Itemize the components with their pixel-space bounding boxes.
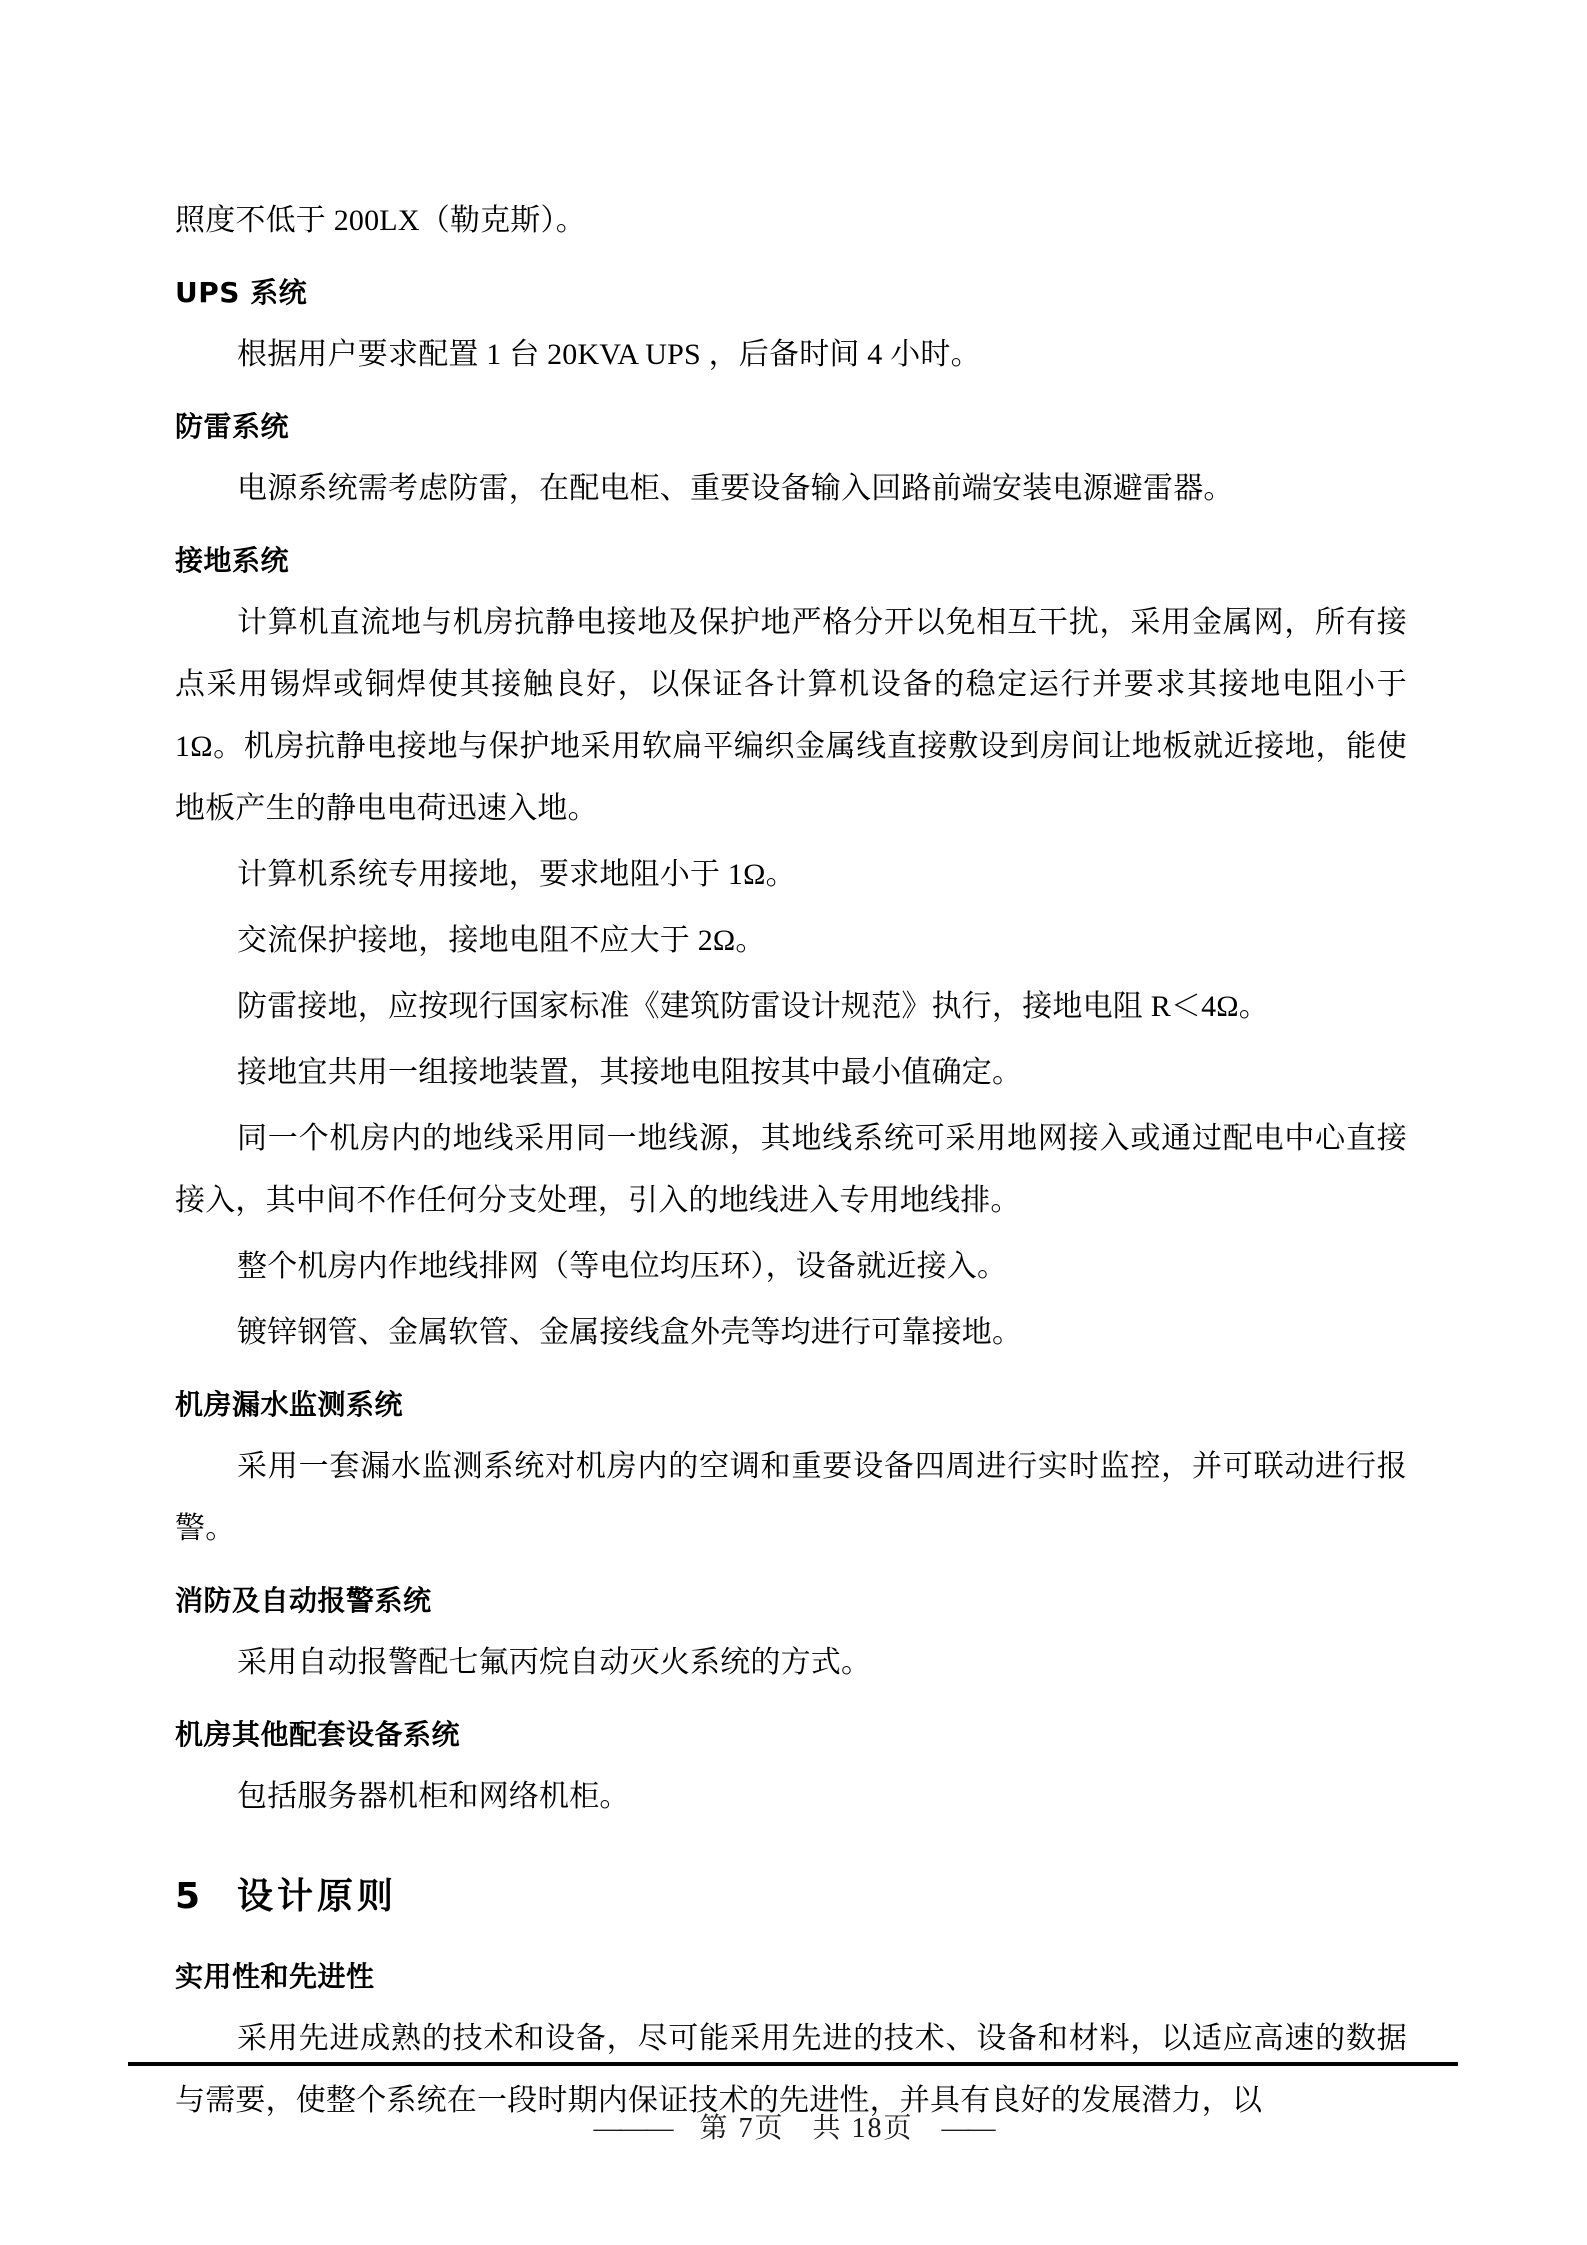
lead-paragraph: 照度不低于 200LX（勒克斯）。: [175, 204, 586, 237]
section-paragraph-fire-alarm-0: 采用自动报警配七氟丙烷自动灭火系统的方式。: [237, 1646, 872, 1679]
footer-left-dashes: ———: [593, 2113, 672, 2144]
section-paragraph-grounding-2: 交流保护接地，接地电阻不应大于 2Ω。: [237, 924, 766, 957]
section-paragraph-grounding-6: 整个机房内作地线排网（等电位均压环），设备就近接入。: [237, 1250, 1008, 1283]
section-paragraph-practicality-advancement-0: 采用先进成熟的技术和设备，尽可能采用先进的技术、设备和材料，以适应高速的数据与需要，使整个系统在一段时期内保证技术的先进性，并具有良好的发展潜力，以: [175, 2022, 1407, 2117]
section-paragraph-grounding-0: 计算机直流地与机房抗静电接地及保护地严格分开以免相互干扰，采用金属网，所有接点采用锡焊或铜焊使其接触良好，以保证各计算机设备的稳定运行并要求其接地电阻小于 1Ω。机房抗静电接地与保护地采用软扁平编织金属线直接敷设到房间让地板就近接地，能使地板产生的静电电荷迅速入地。: [175, 606, 1407, 825]
footer-page-current: 第 7页: [699, 2113, 785, 2144]
footer-right-dashes: ——: [941, 2113, 994, 2144]
section-heading-grounding: 接地系统: [175, 544, 290, 577]
section-heading-other-equipment: 机房其他配套设备系统: [175, 1718, 461, 1751]
footer-divider: [128, 2062, 1458, 2066]
section-heading-lightning-protection: 防雷系统: [175, 410, 290, 443]
section-paragraph-grounding-3: 防雷接地，应按现行国家标准《建筑防雷设计规范》执行，接地电阻 R＜4Ω。: [237, 990, 1270, 1023]
section-paragraph-leak-detection-0: 采用一套漏水监测系统对机房内的空调和重要设备四周进行实时监控，并可联动进行报警。: [175, 1450, 1407, 1545]
section-heading-practicality-advancement: 实用性和先进性: [175, 1960, 375, 1993]
numbered-section-number: 5: [175, 1876, 201, 1917]
section-heading-ups: UPS 系统: [175, 276, 308, 309]
page-content: [175, 190, 1407, 2136]
section-paragraph-lightning-protection-0: 电源系统需考虑防雷，在配电柜、重要设备输入回路前端安装电源避雷器。: [237, 472, 1234, 505]
footer-page-total: 共 18页: [812, 2113, 914, 2144]
section-paragraph-grounding-7: 镀锌钢管、金属软管、金属接线盒外壳等均进行可靠接地。: [237, 1316, 1023, 1349]
section-heading-fire-alarm: 消防及自动报警系统: [175, 1584, 432, 1617]
footer-page-indicator: [0, 2106, 1587, 2146]
numbered-section-title: 设计原则: [237, 1876, 398, 1917]
section-paragraph-grounding-4: 接地宜共用一组接地装置，其接地电阻按其中最小值确定。: [237, 1056, 1023, 1089]
section-paragraph-ups-0: 根据用户要求配置 1 台 20KVA UPS ，后备时间 4 小时。: [237, 338, 981, 371]
section-paragraph-other-equipment-0: 包括服务器机柜和网络机柜。: [237, 1780, 630, 1813]
section-paragraph-grounding-5: 同一个机房内的地线采用同一地线源，其地线系统可采用地网接入或通过配电中心直接接入，其中间不作任何分支处理，引入的地线进入专用地线排。: [175, 1122, 1407, 1217]
numbered-section-heading: [175, 1858, 1407, 1936]
section-paragraph-grounding-1: 计算机系统专用接地，要求地阻小于 1Ω。: [237, 858, 796, 891]
section-heading-leak-detection: 机房漏水监测系统: [175, 1388, 404, 1421]
